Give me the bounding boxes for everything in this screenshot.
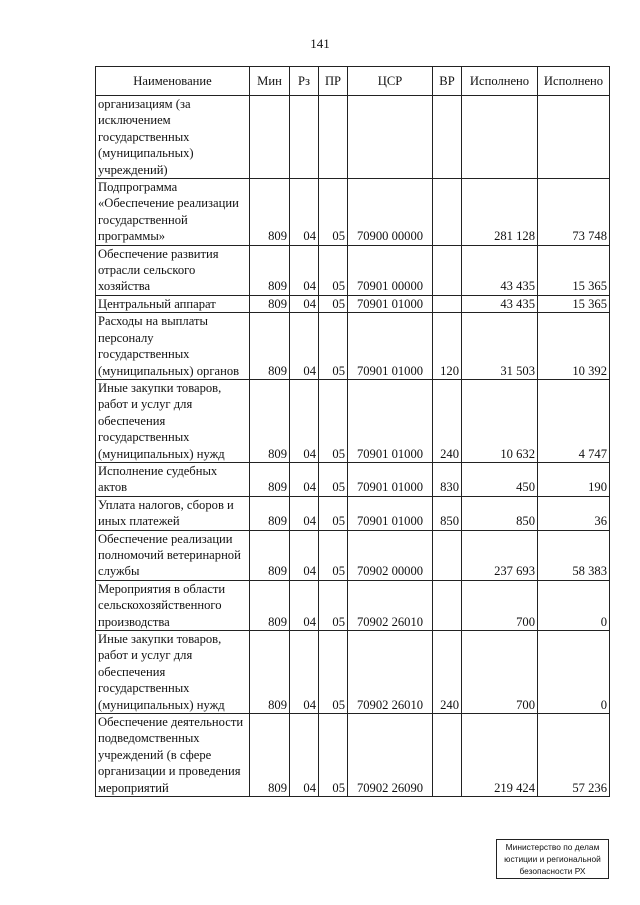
row-rz: 04 bbox=[290, 245, 319, 295]
page-number: 141 bbox=[310, 36, 330, 51]
row-csr: 70901 01000 bbox=[348, 295, 433, 312]
row-rz: 04 bbox=[290, 295, 319, 312]
row-vr bbox=[433, 179, 462, 246]
stamp-line-2: юстиции и региональной bbox=[504, 854, 601, 864]
row-pr bbox=[319, 96, 348, 179]
row-csr: 70901 00000 bbox=[348, 245, 433, 295]
row-name: Расходы на выплаты персоналу государственных (муниципальных) органов bbox=[96, 313, 250, 380]
row-min: 809 bbox=[250, 530, 290, 580]
row-executed-1: 700 bbox=[462, 631, 538, 714]
row-csr: 70900 00000 bbox=[348, 179, 433, 246]
row-pr: 05 bbox=[319, 379, 348, 462]
row-csr: 70901 01000 bbox=[348, 313, 433, 380]
row-executed-2: 58 383 bbox=[538, 530, 610, 580]
budget-table bbox=[95, 66, 610, 797]
row-executed-1: 10 632 bbox=[462, 379, 538, 462]
row-min bbox=[250, 96, 290, 179]
row-pr: 05 bbox=[319, 179, 348, 246]
row-executed-1: 450 bbox=[462, 462, 538, 496]
row-vr bbox=[433, 96, 462, 179]
row-executed-2: 36 bbox=[538, 496, 610, 530]
row-executed-2: 73 748 bbox=[538, 179, 610, 246]
table-row bbox=[96, 714, 610, 797]
row-executed-2: 57 236 bbox=[538, 714, 610, 797]
row-rz: 04 bbox=[290, 631, 319, 714]
row-executed-1: 43 435 bbox=[462, 245, 538, 295]
header-executed-1: Исполнено bbox=[462, 67, 538, 96]
row-name: Обеспечение деятельности подведомственных учреждений (в сфере организации и проведения мероприятий bbox=[96, 714, 250, 797]
row-csr: 70902 26010 bbox=[348, 631, 433, 714]
row-name: Мероприятия в области сельскохозяйственного производства bbox=[96, 580, 250, 630]
row-pr: 05 bbox=[319, 496, 348, 530]
stamp-line-3: безопасности РХ bbox=[519, 866, 586, 876]
row-pr: 05 bbox=[319, 462, 348, 496]
row-name: Иные закупки товаров, работ и услуг для обеспечения государственных (муниципальных) нужд bbox=[96, 379, 250, 462]
row-pr: 05 bbox=[319, 313, 348, 380]
row-executed-1: 237 693 bbox=[462, 530, 538, 580]
row-rz: 04 bbox=[290, 580, 319, 630]
row-vr: 240 bbox=[433, 379, 462, 462]
row-executed-2: 15 365 bbox=[538, 295, 610, 312]
row-min: 809 bbox=[250, 580, 290, 630]
row-name: Исполнение судебных актов bbox=[96, 462, 250, 496]
header-executed-2: Исполнено bbox=[538, 67, 610, 96]
row-name: Иные закупки товаров, работ и услуг для обеспечения государственных (муниципальных) нужд bbox=[96, 631, 250, 714]
row-name: Подпрограмма «Обеспечение реализации государственной программы» bbox=[96, 179, 250, 246]
header-min: Мин bbox=[250, 67, 290, 96]
table-row bbox=[96, 580, 610, 630]
row-executed-2: 10 392 bbox=[538, 313, 610, 380]
row-min: 809 bbox=[250, 631, 290, 714]
row-min: 809 bbox=[250, 313, 290, 380]
ministry-stamp bbox=[496, 839, 609, 879]
row-executed-1: 700 bbox=[462, 580, 538, 630]
row-min: 809 bbox=[250, 379, 290, 462]
table-row bbox=[96, 462, 610, 496]
row-pr: 05 bbox=[319, 631, 348, 714]
row-executed-1: 219 424 bbox=[462, 714, 538, 797]
row-name: Уплата налогов, сборов и иных платежей bbox=[96, 496, 250, 530]
row-executed-2: 4 747 bbox=[538, 379, 610, 462]
row-vr bbox=[433, 580, 462, 630]
stamp-line-1: Министерство по делам bbox=[505, 842, 600, 852]
row-rz: 04 bbox=[290, 462, 319, 496]
row-pr: 05 bbox=[319, 714, 348, 797]
row-executed-2: 15 365 bbox=[538, 245, 610, 295]
row-rz: 04 bbox=[290, 379, 319, 462]
row-rz bbox=[290, 96, 319, 179]
row-vr bbox=[433, 714, 462, 797]
row-vr: 120 bbox=[433, 313, 462, 380]
row-executed-2 bbox=[538, 96, 610, 179]
header-csr: ЦСР bbox=[348, 67, 433, 96]
row-name: Обеспечение развития отрасли сельского хозяйства bbox=[96, 245, 250, 295]
header-vr: ВР bbox=[433, 67, 462, 96]
row-csr bbox=[348, 96, 433, 179]
row-rz: 04 bbox=[290, 313, 319, 380]
row-csr: 70901 01000 bbox=[348, 496, 433, 530]
row-pr: 05 bbox=[319, 580, 348, 630]
row-min: 809 bbox=[250, 295, 290, 312]
table-row bbox=[96, 530, 610, 580]
table-row bbox=[96, 631, 610, 714]
row-executed-1: 31 503 bbox=[462, 313, 538, 380]
row-csr: 70902 26090 bbox=[348, 714, 433, 797]
row-vr bbox=[433, 530, 462, 580]
row-min: 809 bbox=[250, 462, 290, 496]
row-name: организациям (за исключением государственных (муниципальных) учреждений) bbox=[96, 96, 250, 179]
row-executed-2: 0 bbox=[538, 631, 610, 714]
row-executed-2: 190 bbox=[538, 462, 610, 496]
table-header-row bbox=[96, 67, 610, 96]
table-row bbox=[96, 179, 610, 246]
row-name: Обеспечение реализации полномочий ветеринарной службы bbox=[96, 530, 250, 580]
row-rz: 04 bbox=[290, 530, 319, 580]
row-vr bbox=[433, 245, 462, 295]
row-executed-1: 850 bbox=[462, 496, 538, 530]
table-row bbox=[96, 96, 610, 179]
row-vr bbox=[433, 295, 462, 312]
row-pr: 05 bbox=[319, 530, 348, 580]
row-vr: 830 bbox=[433, 462, 462, 496]
row-executed-1: 281 128 bbox=[462, 179, 538, 246]
row-pr: 05 bbox=[319, 295, 348, 312]
row-csr: 70901 01000 bbox=[348, 379, 433, 462]
row-pr: 05 bbox=[319, 245, 348, 295]
header-pr: ПР bbox=[319, 67, 348, 96]
row-executed-2: 0 bbox=[538, 580, 610, 630]
row-rz: 04 bbox=[290, 179, 319, 246]
table-row bbox=[96, 313, 610, 380]
row-rz: 04 bbox=[290, 714, 319, 797]
row-min: 809 bbox=[250, 179, 290, 246]
row-csr: 70902 26010 bbox=[348, 580, 433, 630]
header-rz: Рз bbox=[290, 67, 319, 96]
header-name: Наименование bbox=[96, 67, 250, 96]
row-csr: 70902 00000 bbox=[348, 530, 433, 580]
row-executed-1: 43 435 bbox=[462, 295, 538, 312]
row-vr: 240 bbox=[433, 631, 462, 714]
row-min: 809 bbox=[250, 245, 290, 295]
table-body bbox=[96, 96, 610, 797]
row-csr: 70901 01000 bbox=[348, 462, 433, 496]
table-row bbox=[96, 379, 610, 462]
row-rz: 04 bbox=[290, 496, 319, 530]
table-row bbox=[96, 295, 610, 312]
row-vr: 850 bbox=[433, 496, 462, 530]
row-min: 809 bbox=[250, 714, 290, 797]
row-min: 809 bbox=[250, 496, 290, 530]
row-name: Центральный аппарат bbox=[96, 295, 250, 312]
table-row bbox=[96, 496, 610, 530]
row-executed-1 bbox=[462, 96, 538, 179]
table-row bbox=[96, 245, 610, 295]
